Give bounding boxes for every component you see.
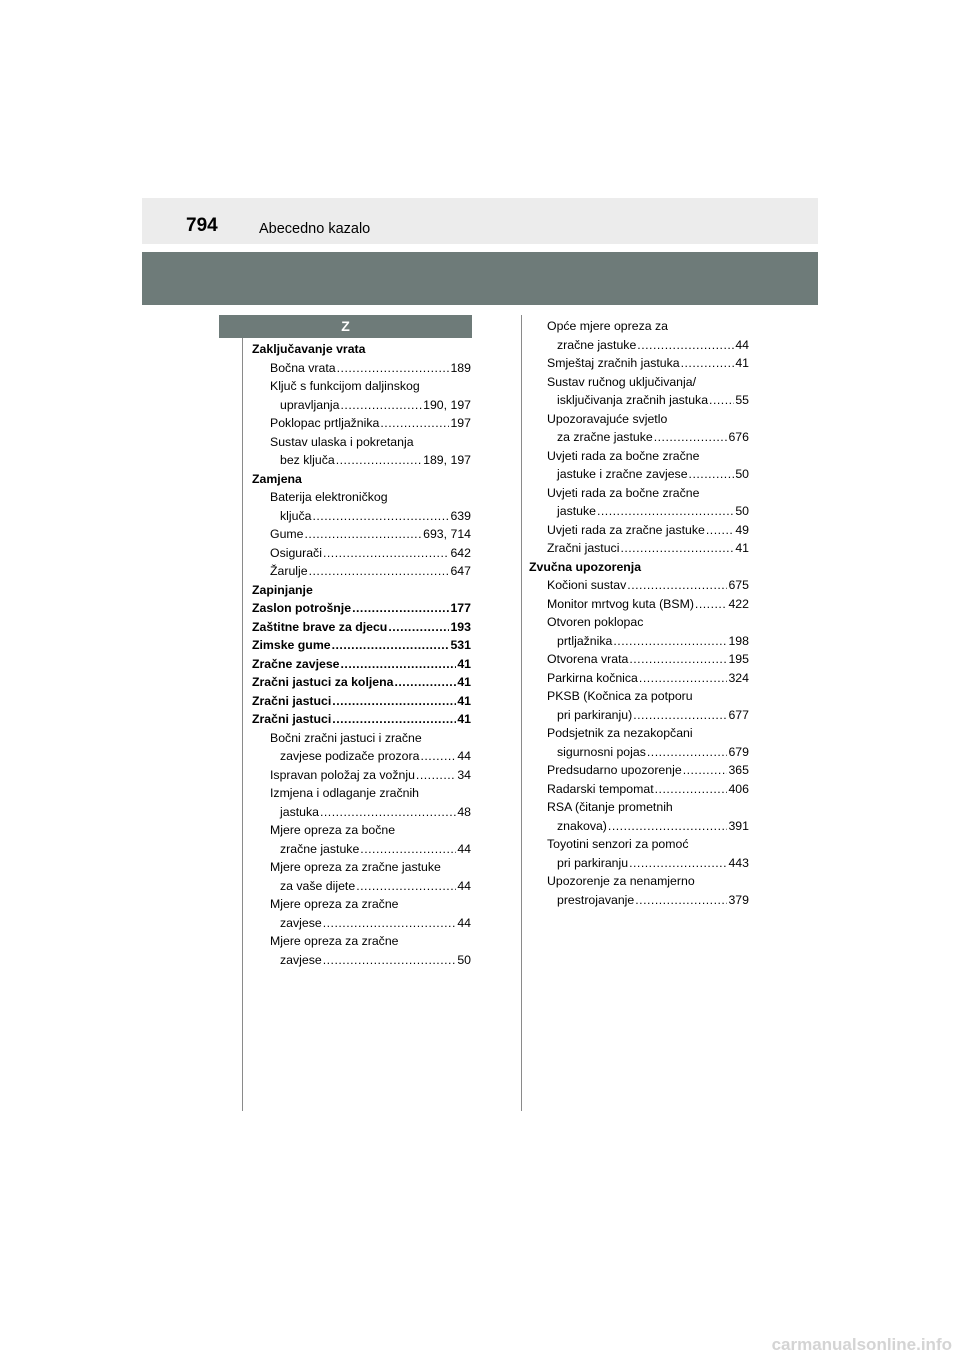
header-band	[142, 198, 818, 244]
index-entry	[252, 618, 471, 637]
index-entry-term: zavjese podizače prozora	[280, 749, 420, 763]
dot-leader	[637, 336, 734, 355]
index-entry	[529, 854, 749, 873]
index-entry-page: 41	[735, 356, 749, 370]
dot-leader	[337, 359, 450, 378]
index-entry-term: Zračni jastuci	[252, 693, 332, 708]
index-entry	[529, 576, 749, 595]
index-entry-page: 48	[457, 804, 471, 819]
dot-leader	[629, 650, 727, 669]
index-entry: Mjere opreza za bočne	[270, 823, 396, 837]
footer-watermark: carmanualsonline.info	[771, 1335, 952, 1354]
dot-leader	[608, 817, 728, 836]
index-entry: RSA (čitanje prometnih	[547, 800, 673, 814]
index-entry-term: Zračni jastuci	[547, 541, 620, 555]
index-entry-page: 44	[457, 749, 471, 763]
dot-leader	[320, 803, 456, 822]
index-entry	[529, 891, 749, 910]
dot-leader	[620, 539, 734, 558]
dot-leader	[709, 391, 734, 410]
index-entry: Bočni zračni jastuci i zračne	[270, 730, 422, 745]
index-entry-page: 41	[457, 712, 471, 726]
dot-leader	[312, 507, 449, 526]
index-entry-term: pri parkiranju)	[557, 707, 633, 722]
index-entry-term: zračne jastuke	[280, 841, 360, 856]
index-entry-page: 190, 197	[423, 397, 471, 412]
index-entry: Zaključavanje vrata	[252, 342, 366, 356]
index-entry-term: zavjese	[280, 915, 322, 930]
index-entry-term: za zračne jastuke	[557, 430, 653, 444]
index-entry-page: 391	[728, 818, 749, 833]
index-entry	[252, 396, 471, 415]
index-entry-page: 379	[728, 892, 749, 907]
dot-leader	[305, 525, 423, 544]
dot-leader	[332, 710, 456, 729]
index-entry: Zapinjanje	[252, 582, 313, 597]
index-entry-term: Zračni jastuci za koljena	[252, 675, 394, 689]
dot-leader	[689, 465, 735, 484]
index-entry	[252, 914, 471, 933]
dot-leader	[647, 743, 728, 762]
dot-leader	[681, 354, 735, 373]
index-entry: Mjere opreza za zračne jastuke	[270, 860, 441, 874]
dot-leader	[629, 854, 727, 873]
index-entry-page: 197	[450, 416, 471, 430]
index-entry-term: bez ključa	[280, 453, 335, 467]
index-column-left	[252, 340, 471, 969]
column-divider-middle	[521, 315, 522, 1111]
index-entry: Uvjeti rada za bočne zračne	[547, 448, 700, 463]
dot-leader	[340, 396, 422, 415]
index-entry-page: 49	[735, 522, 749, 537]
dot-leader	[323, 544, 450, 563]
index-entry	[252, 655, 471, 674]
index-entry-page: 50	[457, 952, 471, 967]
index-entry-term: Zimske gume	[252, 638, 331, 652]
dot-leader	[394, 673, 456, 692]
index-entry-term: Predsudarno upozorenje	[547, 763, 682, 777]
index-entry	[529, 650, 749, 669]
dot-leader	[639, 669, 728, 688]
index-entry-page: 406	[728, 781, 749, 796]
index-entry-term: sigurnosni pojas	[557, 744, 646, 759]
index-entry	[252, 451, 471, 470]
index-entry	[252, 636, 471, 655]
index-entry	[529, 632, 749, 651]
index-entry-page: 531	[450, 638, 471, 652]
index-entry-page: 639	[450, 508, 471, 523]
index-entry-page: 676	[728, 430, 749, 444]
page-number: 794	[186, 215, 218, 236]
index-entry: Otvoren poklopac	[547, 615, 644, 629]
index-entry: Upozoravajuće svjetlo	[547, 411, 668, 426]
index-entry-page: 41	[457, 675, 471, 689]
index-entry-page: 642	[450, 545, 471, 560]
index-entry-term: Zaslon potrošnje	[252, 601, 352, 615]
index-entry: Podsjetnik za nezakopčani	[547, 726, 693, 740]
index-entry	[529, 706, 749, 725]
index-entry: Sustav ručnog uključivanja/	[547, 374, 697, 389]
index-entry	[252, 766, 471, 785]
index-entry	[529, 743, 749, 762]
index-entry: Upozorenje za nenamjerno	[547, 874, 695, 888]
dot-leader	[388, 618, 449, 637]
index-entry: PKSB (Kočnica za potporu	[547, 689, 693, 703]
index-entry-page: 443	[728, 855, 749, 870]
index-entry-term: prestrojavanje	[557, 892, 635, 907]
index-entry	[529, 669, 749, 688]
index-entry-page: 44	[457, 841, 471, 856]
index-entry	[529, 595, 749, 614]
index-entry-term: znakova)	[557, 818, 607, 833]
index-entry	[252, 673, 471, 692]
index-entry	[529, 428, 749, 447]
index-entry	[529, 336, 749, 355]
index-entry-term: jastuke i zračne zavjese	[557, 467, 688, 481]
index-entry	[529, 521, 749, 540]
dot-leader	[352, 599, 449, 618]
index-entry	[529, 465, 749, 484]
index-entry-term: zračne jastuke	[557, 337, 637, 352]
index-entry	[252, 747, 471, 766]
index-entry	[252, 803, 471, 822]
dot-leader	[635, 891, 727, 910]
index-entry: Uvjeti rada za bočne zračne	[547, 485, 700, 500]
index-entry: Zamjena	[252, 471, 302, 486]
index-entry-term: Uvjeti rada za zračne jastuke	[547, 522, 705, 537]
index-entry-page: 422	[728, 596, 749, 611]
index-entry-page: 50	[735, 467, 749, 481]
index-entry-term: Gume	[270, 527, 304, 541]
index-entry-term: Parkirna kočnica	[547, 670, 638, 685]
index-entry: Zvučna upozorenja	[529, 559, 642, 574]
index-entry: Izmjena i odlaganje zračnih	[270, 786, 420, 800]
index-entry	[252, 840, 471, 859]
dot-leader	[654, 428, 728, 447]
dot-leader	[332, 636, 450, 655]
index-entry	[252, 951, 471, 970]
index-entry	[252, 525, 471, 544]
dot-leader	[627, 576, 727, 595]
index-entry	[529, 391, 749, 410]
index-entry-term: prtljažnika	[557, 633, 613, 648]
index-entry	[529, 539, 749, 558]
dot-leader	[323, 951, 457, 970]
index-entry	[252, 359, 471, 378]
index-entry-page: 365	[728, 763, 749, 777]
index-entry	[252, 710, 471, 729]
dot-leader	[360, 840, 456, 859]
dot-leader	[356, 877, 456, 896]
index-entry-term: Žarulje	[270, 564, 308, 578]
index-entry-page: 647	[450, 564, 471, 578]
index-entry-term: jastuka	[280, 804, 319, 819]
index-entry	[529, 354, 749, 373]
index-entry-term: pri parkiranju	[557, 855, 629, 870]
index-entry	[529, 780, 749, 799]
index-entry-page: 44	[735, 337, 749, 352]
dot-leader	[341, 655, 457, 674]
index-entry-page: 677	[728, 707, 749, 722]
index-entry	[529, 761, 749, 780]
index-entry-page: 324	[728, 670, 749, 685]
index-entry-term: Smještaj zračnih jastuka	[547, 356, 680, 370]
dot-leader	[597, 502, 734, 521]
index-entry-page: 198	[728, 633, 749, 648]
index-entry-page: 55	[735, 393, 749, 407]
index-entry	[252, 414, 471, 433]
index-entry-term: Zračni jastuci	[252, 712, 332, 726]
index-entry-page: 41	[457, 656, 471, 671]
index-entry	[529, 502, 749, 521]
index-entry: Opće mjere opreza za	[547, 319, 668, 333]
index-entry-page: 675	[728, 578, 749, 592]
index-entry-page: 189	[450, 360, 471, 375]
index-entry-term: upravljanja	[280, 397, 340, 412]
index-column-right	[529, 317, 749, 909]
index-entry-term: Monitor mrtvog kuta (BSM)	[547, 596, 694, 611]
index-entry-term: Otvorena vrata	[547, 652, 629, 666]
column-divider-left	[242, 338, 243, 1111]
index-entry-page: 193	[450, 619, 471, 634]
dot-leader	[323, 914, 457, 933]
section-title: Abecedno kazalo	[259, 221, 371, 237]
index-entry-page: 41	[457, 693, 471, 708]
index-entry: Baterija elektroničkog	[270, 490, 388, 504]
index-entry-page: 693, 714	[423, 527, 471, 541]
index-entry-term: Zaštitne brave za djecu	[252, 619, 388, 634]
index-entry-term: jastuke	[557, 504, 596, 518]
index-entry-page: 679	[728, 744, 749, 759]
dot-leader	[633, 706, 727, 725]
index-entry-page: 44	[457, 915, 471, 930]
index-letter-heading: Z	[219, 315, 472, 338]
dot-leader	[416, 766, 456, 785]
index-entry	[529, 817, 749, 836]
index-entry-term: za vaše dijete	[280, 878, 356, 893]
index-entry-page: 189, 197	[423, 453, 471, 467]
index-entry	[252, 507, 471, 526]
index-entry	[252, 877, 471, 896]
index-entry	[252, 544, 471, 563]
index-entry-term: ključa	[280, 508, 312, 523]
index-entry	[252, 599, 471, 618]
index-entry-page: 195	[728, 652, 749, 666]
index-entry	[252, 562, 471, 581]
index-entry: Toyotini senzori za pomoć	[547, 837, 689, 851]
header-dark-band	[142, 252, 818, 305]
dot-leader	[655, 780, 728, 799]
index-entry-term: zavjese	[280, 952, 322, 967]
index-entry	[252, 692, 471, 711]
dot-leader	[309, 562, 450, 581]
index-entry: Mjere opreza za zračne	[270, 934, 399, 948]
dot-leader	[420, 747, 456, 766]
dot-leader	[695, 595, 728, 614]
index-entry-term: Kočioni sustav	[547, 578, 627, 592]
index-entry-page: 50	[735, 504, 749, 518]
index-entry-term: Radarski tempomat	[547, 781, 654, 796]
index-entry-term: Ispravan položaj za vožnju	[270, 767, 415, 782]
index-entry-term: Bočna vrata	[270, 360, 336, 375]
dot-leader	[332, 692, 456, 711]
index-entry-term: Osigurači	[270, 545, 322, 560]
index-entry-page: 177	[450, 601, 471, 615]
dot-leader	[706, 521, 734, 540]
index-entry: Sustav ulaska i pokretanja	[270, 434, 414, 449]
index-entry-term: Zračne zavjese	[252, 656, 340, 671]
index-entry: Mjere opreza za zračne	[270, 897, 399, 911]
dot-leader	[683, 761, 728, 780]
index-entry-page: 34	[457, 767, 471, 782]
index-entry-page: 41	[735, 541, 749, 555]
dot-leader	[613, 632, 727, 651]
index-entry-term: isključivanja zračnih jastuka	[557, 393, 709, 407]
dot-leader	[380, 414, 449, 433]
index-entry-page: 44	[457, 878, 471, 893]
dot-leader	[336, 451, 422, 470]
index-entry-term: Poklopac prtljažnika	[270, 416, 380, 430]
index-entry: Ključ s funkcijom daljinskog	[270, 379, 420, 393]
